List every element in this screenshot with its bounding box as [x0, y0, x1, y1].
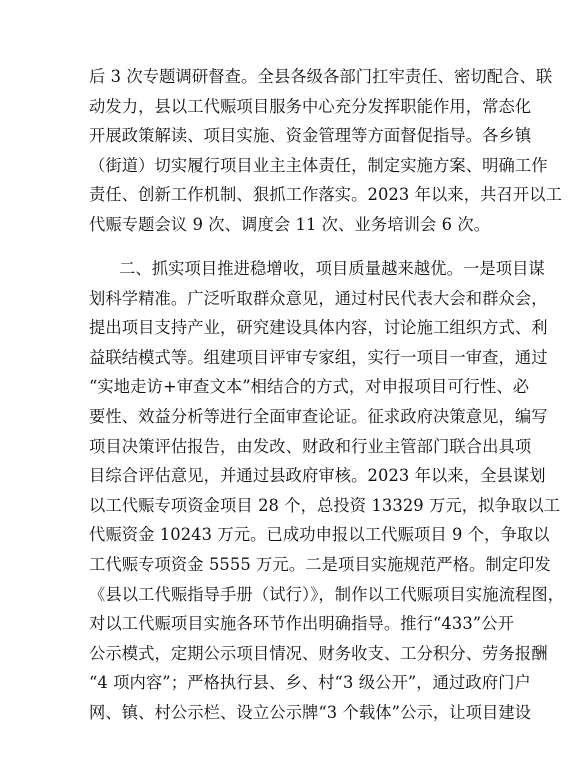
paragraph-2-line: 网、镇、村公示栏、设立公示牌“3 个载体”公示，让项目建设: [89, 702, 532, 722]
paragraph-2-line: 项目决策评估报告，由发改、财政和行业主管部门联合出具项: [89, 436, 532, 456]
paragraph-1-line: 责任、创新工作机制、狠抓工作落实。2023 年以来，共召开以工: [89, 185, 563, 205]
paragraph-1-line: （街道）切实履行项目业主主体责任，制定实施方案、明确工作: [89, 155, 548, 175]
paragraph-2-line: 要性、效益分析等进行全面审查论证。征求政府决策意见，编写: [89, 406, 548, 426]
paragraph-2-line: “4 项内容”；严格执行县、乡、村“3 级公开”，通过政府门户: [89, 673, 531, 693]
paragraph-1-line: 后 3 次专题调研督查。全县各级各部门扛牢责任、密切配合、联: [89, 67, 553, 86]
paragraph-1: [89, 62, 563, 240]
paragraph-2-line: 划科学精准。广泛听取群众意见，通过村民代表大会和群众会，: [89, 288, 548, 308]
paragraph-2-line: 对以工代赈项目实施各环节作出明确指导。推行“433”公开: [89, 614, 514, 634]
paragraph-1-line: 代赈专题会议 9 次、调度会 11 次、业务培训会 6 次。: [89, 214, 491, 234]
paragraph-2-line: 代赈资金 10243 万元。已成功申报以工代赈项目 9 个，争取以: [89, 525, 550, 545]
paragraph-2-line: 益联结模式等。组建项目评审专家组，实行一项目一审查，通过: [89, 347, 548, 367]
paragraph-2-line: 《县以工代赈指导手册（试行）》，制作以工代赈项目实施流程图，: [89, 584, 565, 604]
paragraph-2-line: 提出项目支持产业，研究建设具体内容，讨论施工组织方式、利: [89, 318, 548, 338]
paragraph-2: [89, 254, 565, 728]
paragraph-2-line: 目综合评估意见，并通过县政府审核。2023 年以来，全县谋划: [89, 466, 546, 486]
paragraph-1-line: 开展政策解读、项目实施、资金管理等方面督促指导。各乡镇: [89, 126, 532, 146]
paragraph-2-line: “实地走访+审查文本”相结合的方式，对申报项目可行性、必: [89, 377, 530, 397]
paragraph-2-line: 二、抓实项目推进稳增收，项目质量越来越优。一是项目谋: [119, 259, 545, 278]
paragraph-2-line: 公示模式，定期公示项目情况、财务收支、工分积分、劳务报酬: [89, 643, 548, 663]
paragraph-1-line: 动发力，县以工代赈项目服务中心充分发挥职能作用，常态化: [89, 96, 532, 116]
paragraph-2-line: 以工代赈专项资金项目 28 个，总投资 13329 万元，拟争取以工: [89, 495, 561, 515]
paragraph-2-line: 工代赈专项资金 5555 万元。二是项目实施规范严格。制定印发: [89, 554, 551, 574]
